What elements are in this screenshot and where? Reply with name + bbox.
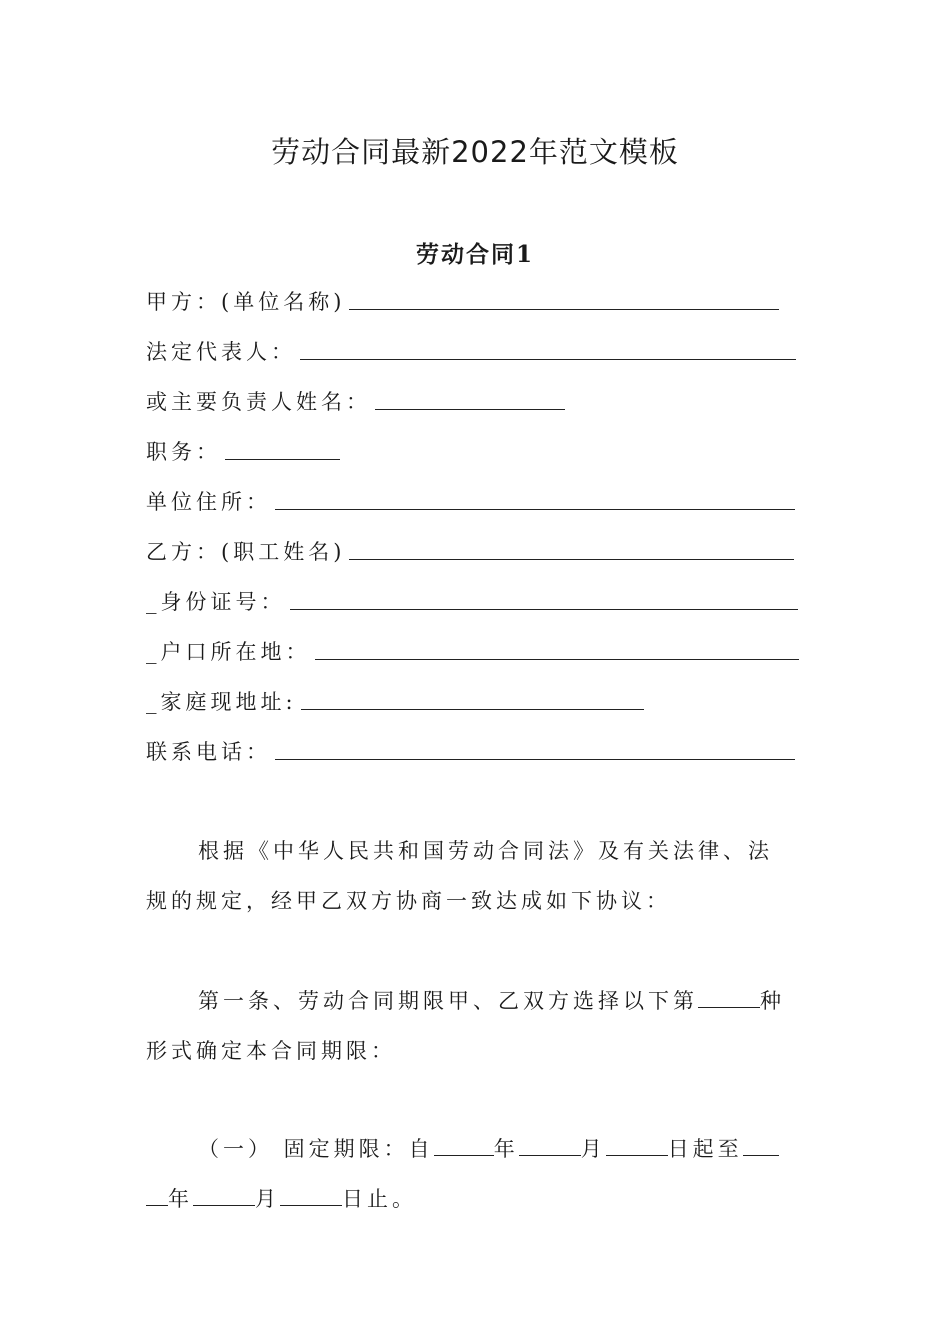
fixed-term-text: （一） 固定期限：自 [198, 1137, 434, 1161]
phone-label: 联系电话： [146, 740, 271, 764]
end-month-label: 月 [255, 1187, 280, 1211]
end-day-blank[interactable] [280, 1187, 342, 1206]
contract-subtitle: 劳动合同1 [415, 241, 534, 268]
address-field [146, 486, 795, 516]
intro-line-2: 规的规定，经甲乙双方协商一致达成如下协议： [146, 889, 671, 913]
household-label: _户口所在地： [146, 640, 311, 664]
party-b-field [146, 536, 794, 566]
principal-label: 或主要负责人姓名： [146, 390, 371, 414]
article-1-text: 第一条、劳动合同期限甲、乙双方选择以下第 [198, 989, 698, 1013]
household-field [146, 636, 799, 666]
intro-line-1: 根据《中华人民共和国劳动合同法》及有关法律、法 [198, 839, 773, 863]
household-blank[interactable] [315, 641, 799, 660]
legal-rep-blank[interactable] [300, 341, 796, 360]
fixed-term-line-1 [146, 1133, 806, 1163]
id-number-field [146, 586, 798, 616]
position-label: 职务： [146, 440, 221, 464]
party-a-field [146, 286, 779, 316]
article-1-kind: 种 [760, 989, 785, 1013]
position-blank[interactable] [225, 441, 340, 460]
month-label: 月 [580, 1137, 606, 1161]
home-address-field [146, 686, 644, 716]
principal-field [146, 386, 565, 416]
id-number-label: _身份证号： [146, 590, 286, 614]
party-a-label: 甲方：(单位名称) [146, 290, 346, 314]
start-day-blank[interactable] [606, 1137, 668, 1156]
year-label: 年 [493, 1137, 519, 1161]
day-from-label: 日起至 [667, 1137, 743, 1161]
legal-rep-label: 法定代表人： [146, 340, 296, 364]
day-end-label: 日止。 [342, 1187, 417, 1211]
party-b-blank[interactable] [349, 541, 794, 560]
principal-blank[interactable] [375, 391, 565, 410]
end-year-blank-a[interactable] [743, 1137, 779, 1156]
position-field [146, 436, 340, 466]
home-address-label: _家庭现地址: [146, 690, 297, 714]
start-month-blank[interactable] [519, 1137, 581, 1156]
party-a-blank[interactable] [349, 291, 779, 310]
party-b-label: 乙方：(职工姓名) [146, 540, 346, 564]
end-year-blank-b[interactable] [146, 1187, 168, 1206]
phone-blank[interactable] [275, 741, 795, 760]
legal-rep-field [146, 336, 796, 366]
document-title: 劳动合同最新2022年范文模板 [271, 135, 679, 169]
end-year-label: 年 [168, 1187, 193, 1211]
address-label: 单位住所： [146, 490, 271, 514]
form-choice-blank[interactable] [698, 989, 760, 1008]
address-blank[interactable] [275, 491, 795, 510]
article-1-line-1 [146, 985, 806, 1015]
start-year-blank[interactable] [434, 1137, 494, 1156]
id-number-blank[interactable] [290, 591, 798, 610]
end-month-blank[interactable] [193, 1187, 255, 1206]
fixed-term-line-2 [146, 1183, 806, 1213]
article-1-line-2: 形式确定本合同期限： [146, 1039, 396, 1063]
phone-field [146, 736, 795, 766]
home-address-blank[interactable] [301, 691, 644, 710]
